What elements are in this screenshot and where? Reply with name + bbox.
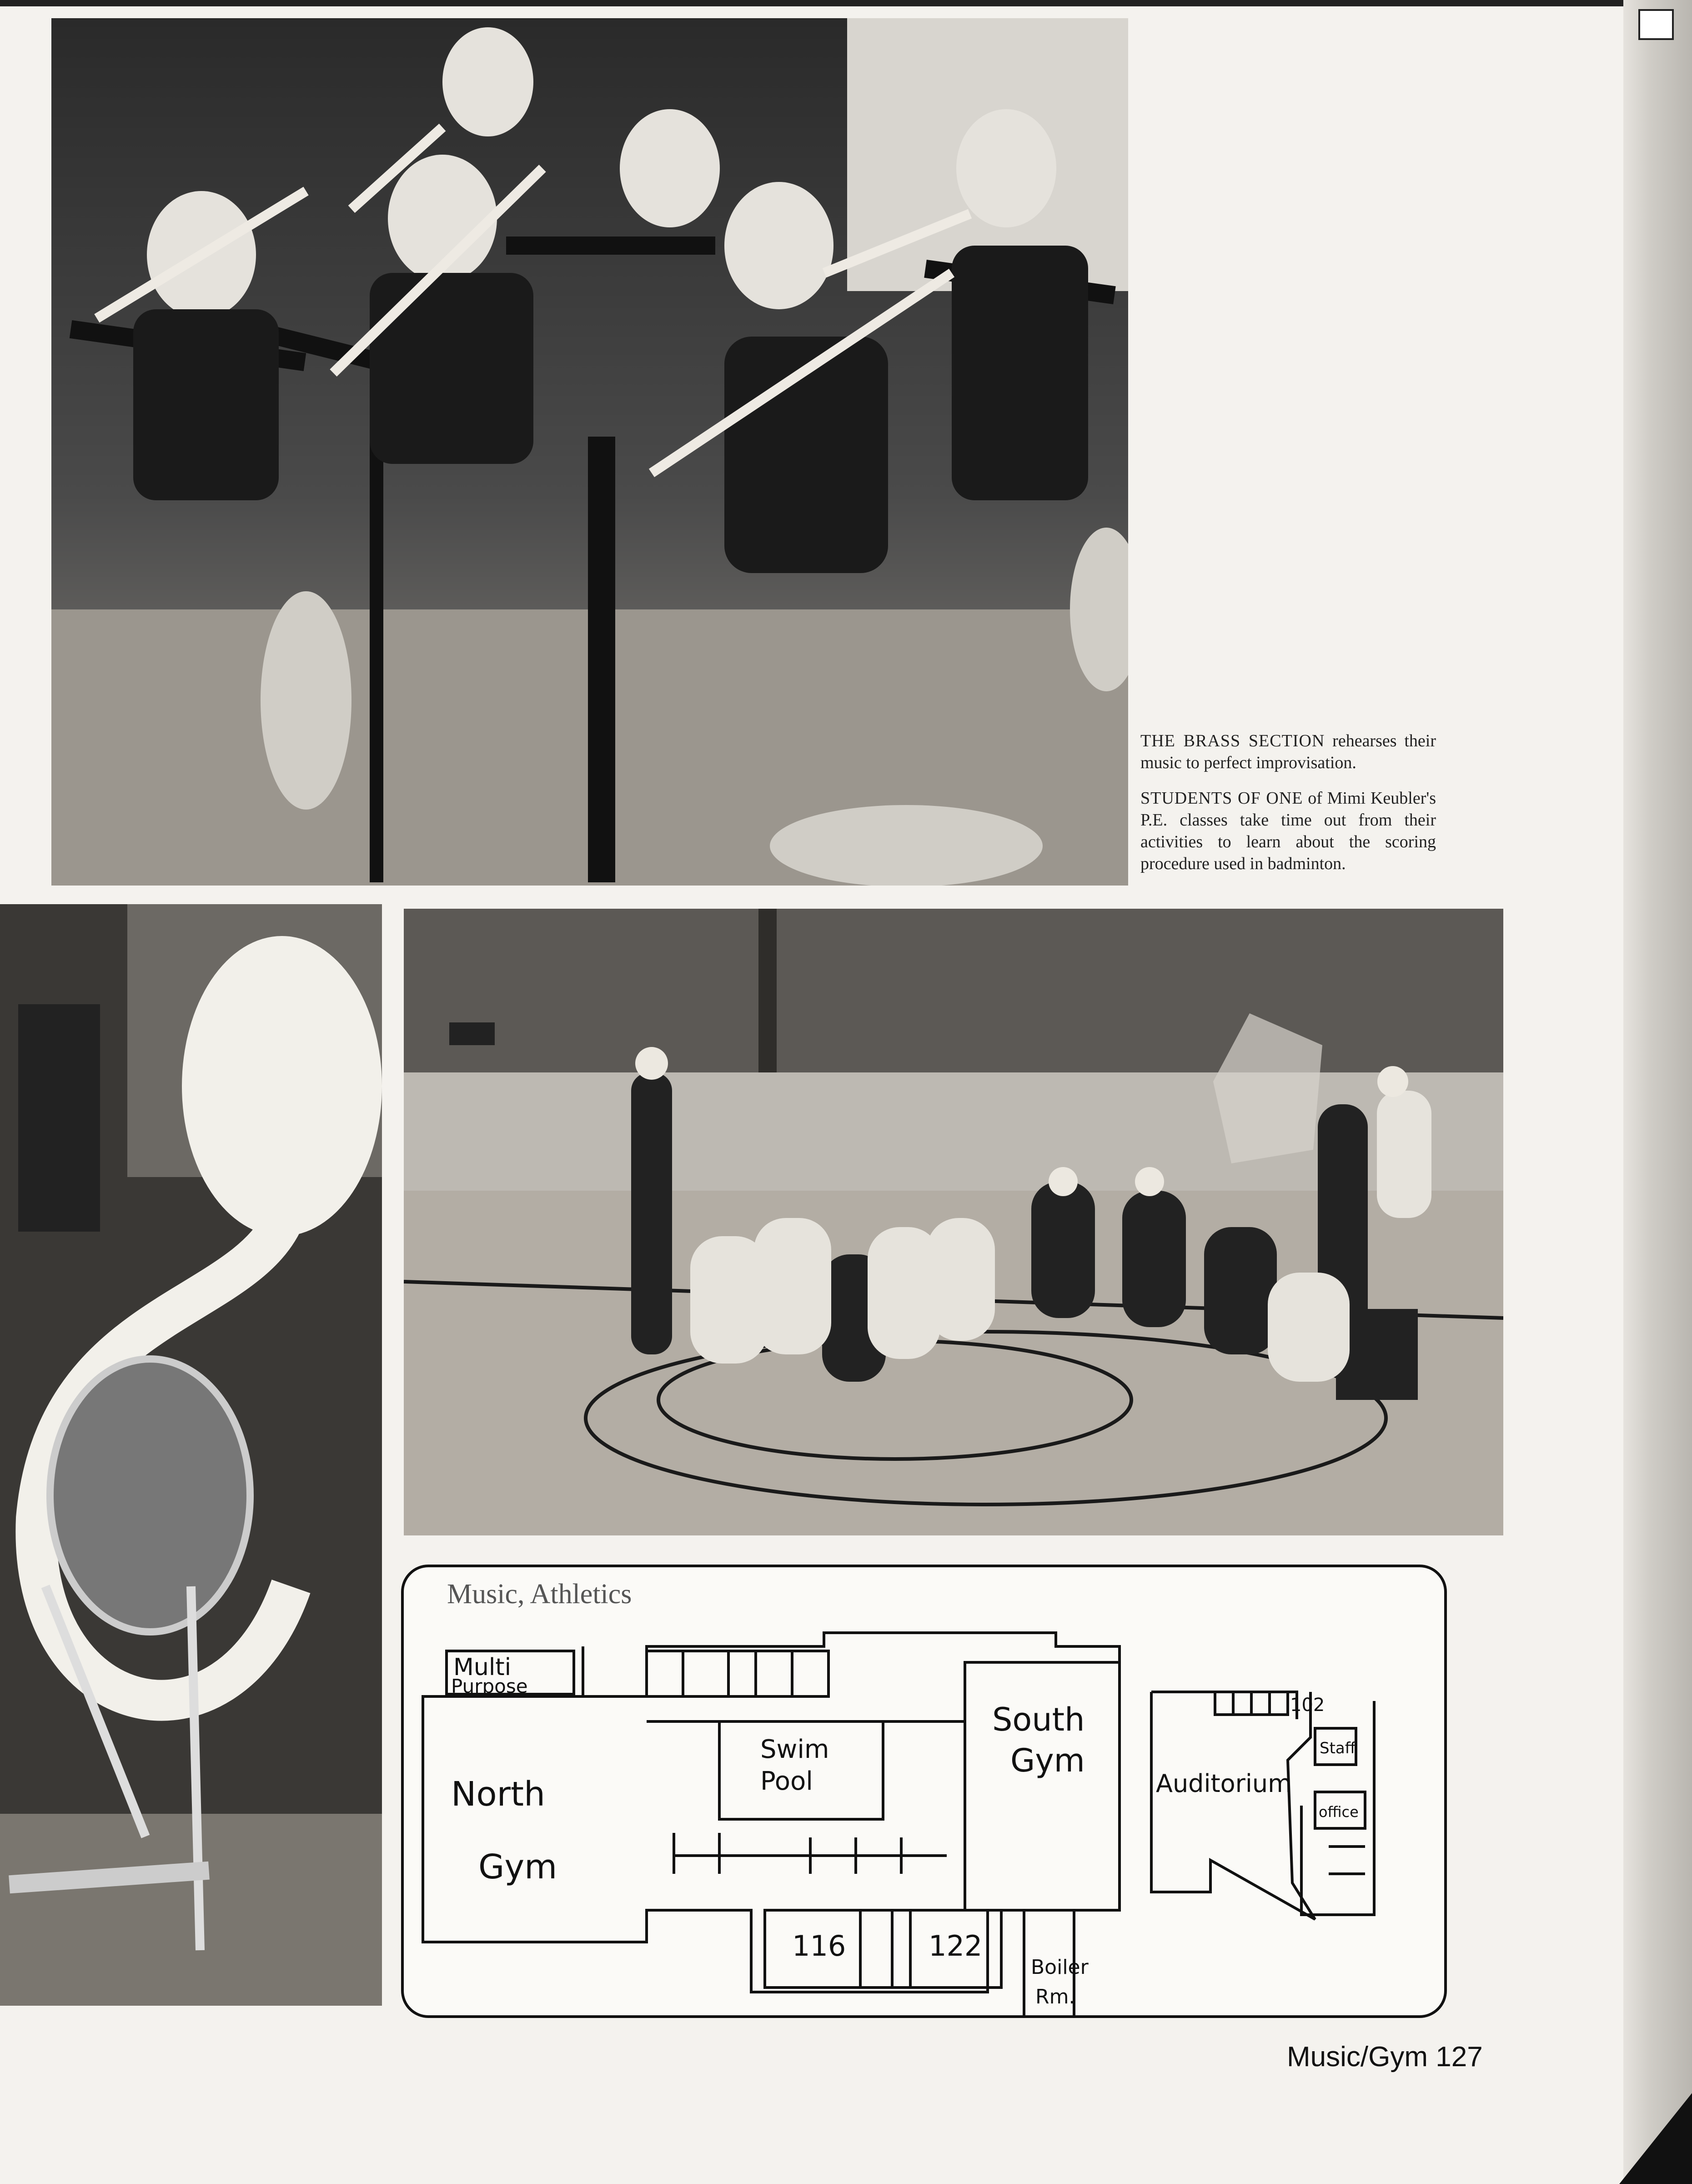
photo-pe-class <box>404 909 1503 1535</box>
caption-pe <box>1140 787 1436 875</box>
corner-fold <box>1619 2093 1692 2184</box>
label-multi: Multi <box>453 1654 512 1681</box>
label-north-gym: Gym <box>478 1847 557 1887</box>
label-auditorium: Auditorium <box>1156 1769 1292 1798</box>
photo-sousaphone <box>0 904 382 2006</box>
caption-pe-text: of Mimi Keubler's P.E. classes take time out from their activities to learn about the scoring procedure used in badminton. <box>1140 789 1436 873</box>
caption-brass-text: rehearses their music to perfect improvisation. <box>1140 731 1436 772</box>
corner-tab-icon <box>1638 9 1674 40</box>
caption-brass-lead: THE BRASS SECTION <box>1140 731 1325 750</box>
label-boiler: Boiler <box>1031 1956 1089 1979</box>
label-boiler-rm: Rm. <box>1035 1985 1075 2008</box>
caption-brass <box>1140 730 1436 774</box>
label-south: South <box>992 1701 1085 1738</box>
floor-map <box>401 1565 1447 2018</box>
page-top-rule <box>0 0 1692 6</box>
label-116: 116 <box>792 1929 846 1963</box>
page-folio: Music/Gym 127 <box>1287 2041 1483 2073</box>
label-pool: Pool <box>760 1766 813 1796</box>
label-staff: Staff <box>1320 1739 1356 1757</box>
label-swim: Swim <box>760 1735 829 1764</box>
label-office: office <box>1319 1803 1359 1821</box>
page-edge <box>1623 0 1692 2184</box>
photo-brass-section <box>51 18 1128 886</box>
map-title: Music, Athletics <box>447 1579 632 1610</box>
label-purpose: Purpose <box>451 1675 528 1697</box>
label-122: 122 <box>929 1929 983 1963</box>
label-102: 102 <box>1290 1695 1325 1716</box>
label-north: North <box>451 1775 545 1814</box>
photo-captions <box>1140 730 1436 888</box>
label-south-gym: Gym <box>1010 1742 1085 1779</box>
caption-pe-lead: STUDENTS OF ONE <box>1140 789 1303 808</box>
